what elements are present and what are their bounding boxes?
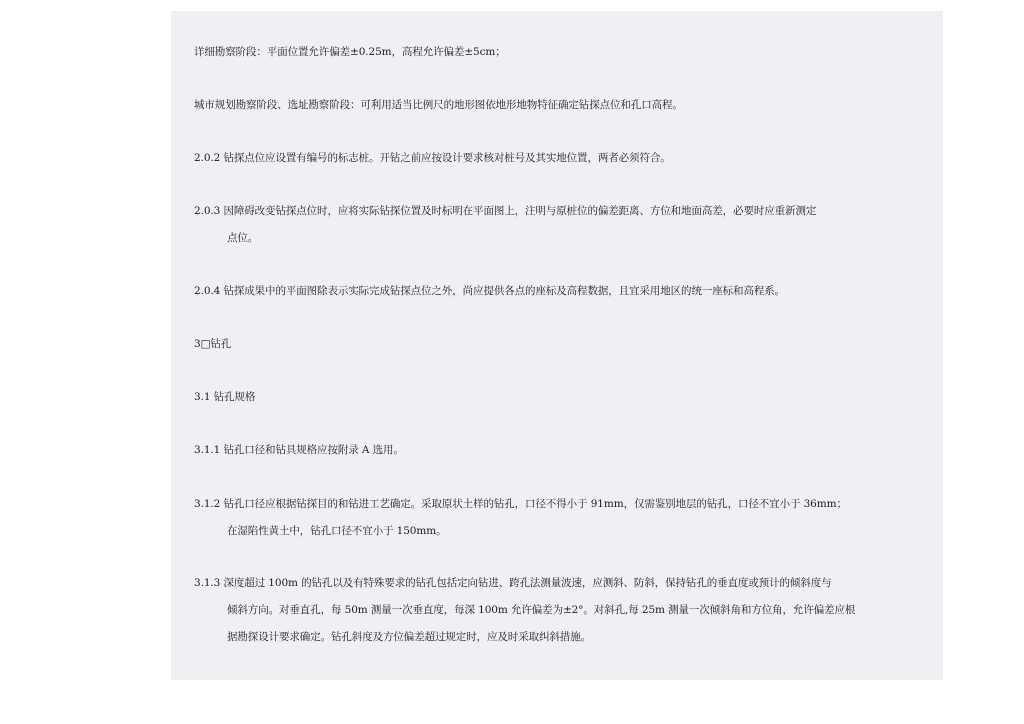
text-line: 3.1 钻孔规格 — [194, 391, 256, 403]
text-line: 2.0.4 钻探成果中的平面图除表示实际完成钻探点位之外，尚应提供各点的座标及高程数据，且宜采用地区的统一座标和高程系。 — [194, 285, 786, 297]
paragraph-3-1-2 — [194, 491, 847, 545]
text-line: 2.0.3 因障碍改变钻探点位时，应将实际钻探位置及时标明在平面图上，注明与原桩位的偏差距离、方位和地面高差，必要时应重新测定 — [194, 205, 817, 217]
text-line: 倾斜方向。对垂直孔，每 50m 测量一次垂直度，每深 100m 允许偏差为±2°。对斜孔,每 25m 测量一次倾斜角和方位角，允许偏差应根 — [227, 604, 856, 616]
text-line: 据勘探设计要求确定。钻孔斜度及方位偏差超过规定时，应及时采取纠斜措施。 — [227, 631, 591, 643]
paragraph-2-0-2 — [194, 145, 671, 172]
text-line: 城市规划勘察阶段、选址勘察阶段：可利用适当比例尺的地形图依地形地物特征确定钻探点位和孔口高程。 — [194, 99, 683, 111]
paragraph-2-0-4 — [194, 278, 785, 305]
text-line: 2.0.2 钻探点位应设置有编号的标志桩。开钻之前应按设计要求核对桩号及其实地位置，两者必须符合。 — [194, 152, 671, 164]
text-line: 详细勘察阶段：平面位置允许偏差±0.25m，高程允许偏差±5cm； — [194, 46, 506, 58]
text-line: 点位。 — [227, 232, 259, 244]
paragraph-3-1-1 — [194, 437, 404, 464]
paragraph-3-1-3 — [194, 570, 855, 651]
text-line: 3□钻孔 — [194, 338, 232, 350]
document-panel — [171, 11, 943, 680]
text-line: 3.1.2 钻孔口径应根据钻探目的和钻进工艺确定。采取原状土样的钻孔，口径不得小于 91mm，仅需鉴别地层的钻孔，口径不宜小于 36mm； — [194, 498, 847, 510]
text-line: 3.1.3 深度超过 100m 的钻孔以及有特殊要求的钻孔包括定向钻进、跨孔法测量波速，应测斜、防斜，保持钻孔的垂直度或预计的倾斜度与 — [194, 577, 832, 589]
paragraph-survey-accuracy — [194, 39, 506, 66]
text-line: 在湿陷性黄土中，钻孔口径不宜小于 150mm。 — [227, 525, 447, 537]
paragraph-planning-stage — [194, 92, 683, 119]
paragraph-2-0-3 — [194, 198, 816, 252]
section-heading-3 — [194, 331, 231, 358]
text-line: 3.1.1 钻孔口径和钻具规格应按附录 A 选用。 — [194, 444, 404, 456]
section-heading-3-1 — [194, 384, 255, 411]
